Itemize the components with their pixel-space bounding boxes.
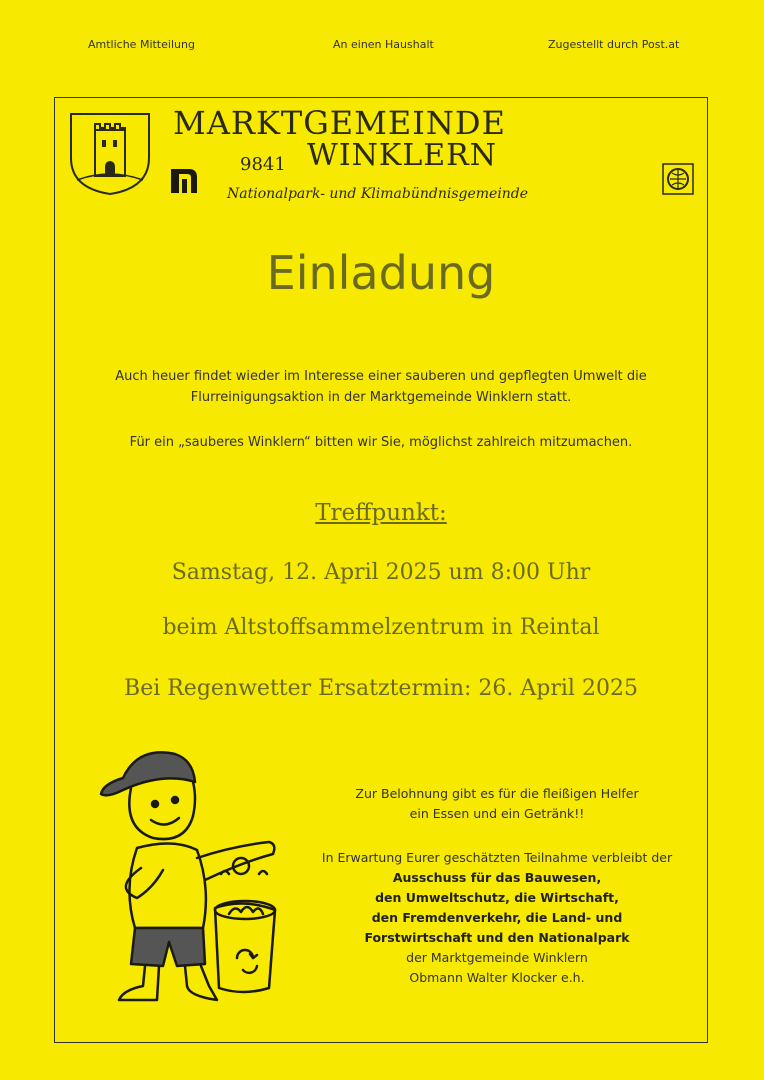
official-notice: Amtliche Mitteilung [88,38,195,51]
meeting-date: Samstag, 12. April 2025 um 8:00 Uhr [171,560,591,585]
municipality-subtitle: Nationalpark- und Klimabündnisgemeinde [227,186,529,202]
intro-line: Flurreinigungsaktion in der Marktgemeinde Winklern statt. [190,390,572,405]
invitation-heading: Einladung [266,246,496,300]
town-name: WINKLERN [307,138,498,173]
meeting-label: Treffpunkt: [315,500,447,526]
reward-line: ein Essen und ein Getränk!! [409,806,585,821]
national-park-logo-icon [167,163,201,197]
municipality-title: MARKTGEMEINDE [173,104,506,142]
intro-paragraph [55,366,707,408]
rain-date: Bei Regenwetter Ersatztermin: 26. April 2025 [124,676,638,701]
invite-paragraph: Für ein „sauberes Winklern“ bitten wir Sie, möglichst zahlreich mitzumachen. [129,435,633,450]
boy-with-trash-bin-illustration [93,738,283,1003]
household-notice: An einen Haushalt [333,38,434,51]
committee-line: den Umweltschutz, die Wirtschaft, [375,890,619,905]
committee-line: Ausschuss für das Bauwesen, [392,870,602,885]
closing-lead: In Erwartung Eurer geschätzten Teilnahme verbleibt der [321,850,673,865]
postal-notice: Zugestellt durch Post.at [548,38,680,51]
letterhead [55,98,707,218]
document-frame [54,97,708,1043]
committee-line: Forstwirtschaft und den Nationalpark [364,930,630,945]
coat-of-arms-icon [67,110,153,196]
chair-line: Obmann Walter Klocker e.h. [409,970,585,985]
committee-line: den Fremdenverkehr, die Land- und [371,910,623,925]
reward-paragraph [287,784,707,824]
postal-code: 9841 [240,154,286,175]
meeting-place: beim Altstoffsammelzentrum in Reintal [162,615,600,640]
intro-line: Auch heuer findet wieder im Interesse einer sauberen und gepflegten Umwelt die [115,369,647,384]
signature-block [287,848,707,988]
reward-line: Zur Belohnung gibt es für die fleißigen Helfer [355,786,639,801]
municipality-line: der Marktgemeinde Winklern [406,950,588,965]
climate-alliance-logo-icon [661,162,695,196]
